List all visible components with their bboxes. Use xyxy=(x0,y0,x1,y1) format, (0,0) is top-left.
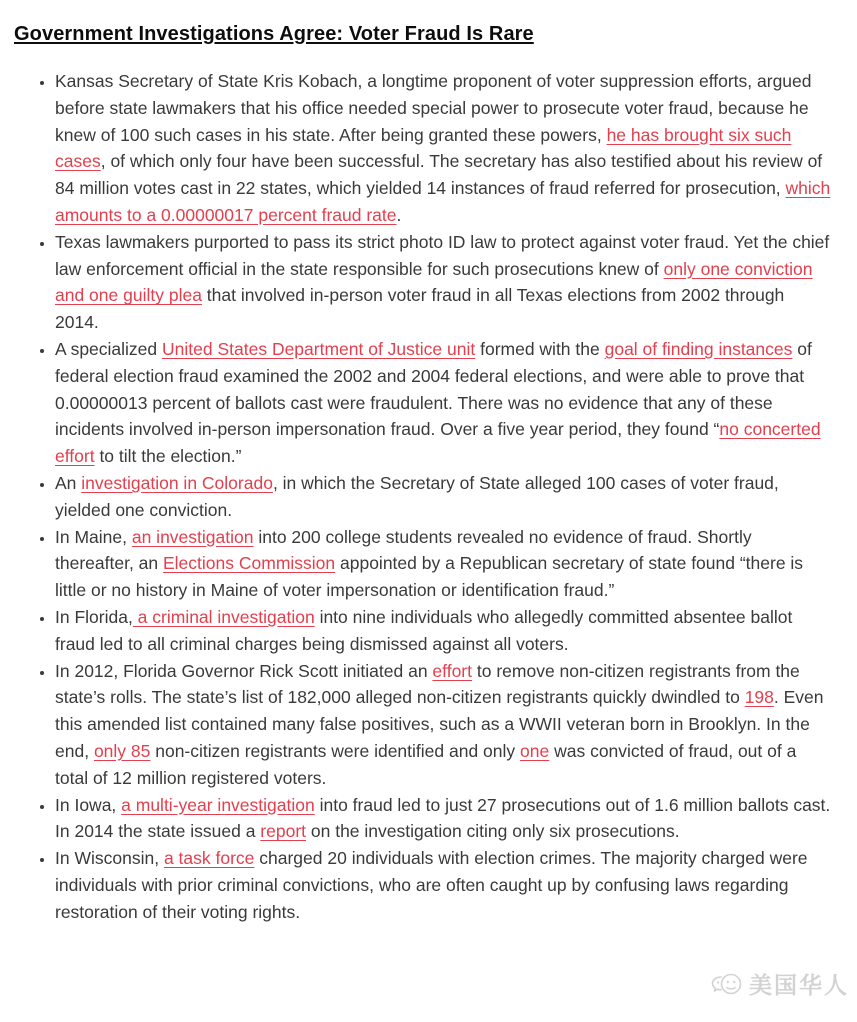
text-segment: . xyxy=(396,204,402,225)
text-segment: that involved in-person voter fraud in all Texas elections from 2002 through 2014. xyxy=(55,285,785,333)
list-item xyxy=(55,845,831,925)
text-link[interactable]: which amounts to a 0.00000017 percent fraud rate xyxy=(55,178,831,225)
text-segment: Kansas Secretary of State Kris Kobach, a longtime proponent of voter suppression efforts, argued before state lawmakers that his office needed special power to prosecute voter fraud, because he knew of 100 such cases in his state. After being granted these powers, xyxy=(55,71,812,145)
text-segment: into nine individuals who allegedly committed absentee ballot fraud led to all criminal charges being dismissed against all voters. xyxy=(55,606,793,654)
list-item xyxy=(55,68,831,229)
list-item xyxy=(55,336,831,470)
wechat-logo-icon xyxy=(710,969,744,999)
watermark-text: 美国华人 xyxy=(749,973,849,999)
text-link[interactable]: 198 xyxy=(744,687,774,708)
text-segment: In 2012, Florida Governor Rick Scott initiated an xyxy=(55,660,433,681)
text-link[interactable]: United States Department of Justice unit xyxy=(162,338,476,359)
text-segment: non-citizen registrants were identified and only xyxy=(150,740,521,761)
text-segment: A specialized xyxy=(55,338,163,359)
text-segment: In Wisconsin, xyxy=(55,848,164,869)
text-link[interactable]: an investigation xyxy=(131,526,254,547)
text-link[interactable]: Elections Commission xyxy=(163,553,336,574)
text-segment: An xyxy=(55,472,82,493)
text-link[interactable]: only 85 xyxy=(93,740,151,761)
text-link[interactable]: only one conviction and one guilty plea xyxy=(55,258,813,306)
text-segment: , in which the Secretary of State alleged 100 cases of voter fraud, yielded one conviction. xyxy=(55,472,779,520)
document xyxy=(0,22,857,1022)
text-segment: into fraud led to just 27 prosecutions out of 1.6 million ballots cast. In 2014 the state issued a xyxy=(55,794,831,842)
bullet-list xyxy=(14,68,831,926)
text-link[interactable]: he has brought six such cases xyxy=(55,124,792,172)
text-segment: In Iowa, xyxy=(55,794,122,815)
text-link[interactable]: effort xyxy=(432,660,472,681)
text-segment: formed with the xyxy=(475,338,605,359)
text-segment: into 200 college students revealed no evidence of fraud. Shortly thereafter, an xyxy=(55,526,752,574)
list-item xyxy=(55,524,831,604)
watermark xyxy=(710,967,849,1000)
list-item xyxy=(55,792,831,846)
text-link[interactable]: a multi-year investigation xyxy=(121,794,315,815)
text-link[interactable]: no concerted effort xyxy=(55,419,821,467)
text-segment: was convicted of fraud, out of a total of 12 million registered voters. xyxy=(55,740,797,788)
text-link[interactable]: report xyxy=(260,821,307,842)
text-segment: to tilt the election.” xyxy=(94,446,242,467)
text-segment: appointed by a Republican secretary of state found “there is little or no history in Maine of voter impersonation or identification fraud.” xyxy=(55,553,804,601)
text-segment: In Florida, xyxy=(55,606,133,627)
list-item xyxy=(55,658,831,792)
text-segment: , of which only four have been successful. The secretary has also testified about his review of 84 million votes cast in 22 states, which yielded 14 instances of fraud referred for prosecution, xyxy=(55,151,823,199)
text-link[interactable]: a task force xyxy=(163,848,255,869)
list-item xyxy=(55,604,831,658)
text-segment: charged 20 individuals with election crimes. The majority charged were individuals with prior criminal convictions, who are often caught up by confusing laws regarding restoration of their voting rights. xyxy=(55,848,808,922)
text-link[interactable]: one xyxy=(520,740,550,761)
text-link[interactable]: goal of finding instances xyxy=(604,338,793,359)
page-title: Government Investigations Agree: Voter Fraud Is Rare xyxy=(14,23,534,45)
text-segment: on the investigation citing only six prosecutions. xyxy=(306,821,680,842)
text-link[interactable]: investigation in Colorado xyxy=(81,472,273,493)
text-segment: . Even this amended list contained many false positives, such as a WWII veteran born in Brooklyn. In the end, xyxy=(55,687,824,761)
text-link[interactable]: a criminal investigation xyxy=(132,606,315,627)
text-segment: In Maine, xyxy=(55,526,132,547)
list-item xyxy=(55,229,831,336)
text-segment: to remove non-citizen registrants from the state’s rolls. The state’s list of 182,000 alleged non-citizen registrants quickly dwindled to xyxy=(55,660,800,708)
list-item xyxy=(55,470,831,524)
text-segment: Texas lawmakers purported to pass its strict photo ID law to protect against voter fraud. Yet the chief law enforcement official in the state responsible for such prosecutions knew of xyxy=(55,231,830,279)
text-segment: of federal election fraud examined the 2002 and 2004 federal elections, and were able to prove that 0.00000013 percent of ballots cast were fraudulent. There was no evidence that any of these incidents involved in-person impersonation fraud. Over a five year period, they found “ xyxy=(55,338,812,440)
